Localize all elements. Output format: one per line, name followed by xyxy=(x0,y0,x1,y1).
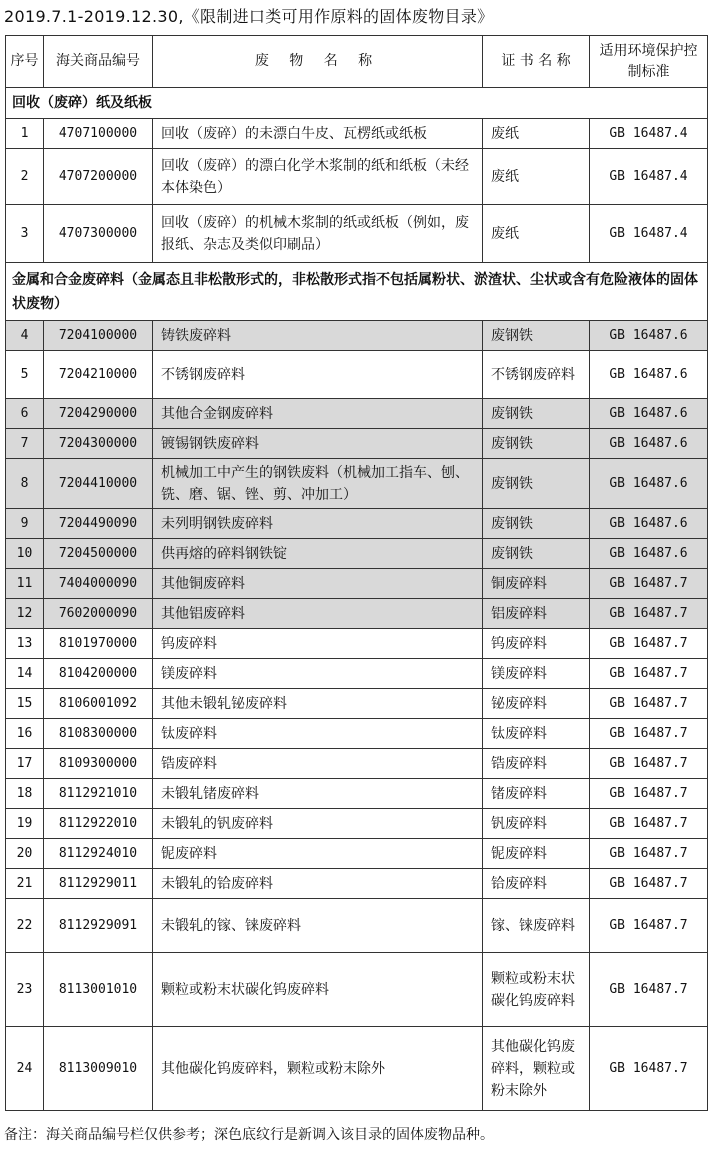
row-standard: GB 16487.7 xyxy=(590,599,708,629)
row-name: 铌废碎料 xyxy=(153,839,483,869)
row-name: 未锻轧的钒废碎料 xyxy=(153,809,483,839)
table-row xyxy=(6,839,708,869)
table-row xyxy=(6,719,708,749)
row-seq: 19 xyxy=(6,809,44,839)
row-name: 未列明钢铁废碎料 xyxy=(153,509,483,539)
row-name: 其他铝废碎料 xyxy=(153,599,483,629)
row-cert: 镁废碎料 xyxy=(483,659,590,689)
row-seq: 24 xyxy=(6,1027,44,1111)
table-row xyxy=(6,629,708,659)
row-code: 7204100000 xyxy=(44,321,153,351)
row-seq: 2 xyxy=(6,149,44,205)
row-cert: 镓、铼废碎料 xyxy=(483,899,590,953)
row-standard: GB 16487.7 xyxy=(590,869,708,899)
row-cert: 钛废碎料 xyxy=(483,719,590,749)
row-seq: 1 xyxy=(6,119,44,149)
table-row xyxy=(6,659,708,689)
row-cert: 铜废碎料 xyxy=(483,569,590,599)
row-standard: GB 16487.7 xyxy=(590,629,708,659)
row-seq: 8 xyxy=(6,459,44,509)
table-row xyxy=(6,509,708,539)
table-row xyxy=(6,599,708,629)
row-standard: GB 16487.4 xyxy=(590,119,708,149)
row-name: 不锈钢废碎料 xyxy=(153,351,483,399)
row-seq: 6 xyxy=(6,399,44,429)
row-name: 未锻轧的铪废碎料 xyxy=(153,869,483,899)
row-standard: GB 16487.7 xyxy=(590,659,708,689)
row-seq: 11 xyxy=(6,569,44,599)
row-standard: GB 16487.7 xyxy=(590,749,708,779)
row-seq: 9 xyxy=(6,509,44,539)
row-standard: GB 16487.6 xyxy=(590,539,708,569)
row-seq: 14 xyxy=(6,659,44,689)
row-seq: 10 xyxy=(6,539,44,569)
row-standard: GB 16487.6 xyxy=(590,509,708,539)
table-row xyxy=(6,399,708,429)
row-seq: 16 xyxy=(6,719,44,749)
row-cert: 锆废碎料 xyxy=(483,749,590,779)
header-cert: 证 书 名 称 xyxy=(483,36,590,88)
row-standard: GB 16487.6 xyxy=(590,351,708,399)
header-name: 废 物 名 称 xyxy=(153,36,483,88)
row-cert: 铪废碎料 xyxy=(483,869,590,899)
row-cert: 锗废碎料 xyxy=(483,779,590,809)
row-code: 8104200000 xyxy=(44,659,153,689)
row-name: 镁废碎料 xyxy=(153,659,483,689)
row-seq: 22 xyxy=(6,899,44,953)
row-seq: 13 xyxy=(6,629,44,659)
row-code: 7404000090 xyxy=(44,569,153,599)
row-code: 8112921010 xyxy=(44,779,153,809)
table-row xyxy=(6,779,708,809)
row-name: 钛废碎料 xyxy=(153,719,483,749)
footnote: 备注：海关商品编号栏仅供参考；深色底纹行是新调入该目录的固体废物品种。 xyxy=(4,1127,494,1143)
table-row xyxy=(6,1027,708,1111)
row-seq: 20 xyxy=(6,839,44,869)
row-code: 7204490090 xyxy=(44,509,153,539)
row-code: 8112929091 xyxy=(44,899,153,953)
row-code: 8113009010 xyxy=(44,1027,153,1111)
row-standard: GB 16487.4 xyxy=(590,149,708,205)
row-code: 8112922010 xyxy=(44,809,153,839)
row-name: 钨废碎料 xyxy=(153,629,483,659)
table-row xyxy=(6,429,708,459)
row-name: 锆废碎料 xyxy=(153,749,483,779)
row-seq: 18 xyxy=(6,779,44,809)
section-title: 回收（废碎）纸及纸板 xyxy=(6,88,708,119)
table-row xyxy=(6,569,708,599)
row-name: 其他未锻轧铋废碎料 xyxy=(153,689,483,719)
table-row xyxy=(6,459,708,509)
row-seq: 3 xyxy=(6,205,44,263)
row-code: 7204410000 xyxy=(44,459,153,509)
table-row xyxy=(6,539,708,569)
row-cert: 废纸 xyxy=(483,119,590,149)
table-row xyxy=(6,351,708,399)
row-cert: 废纸 xyxy=(483,149,590,205)
solid-waste-table xyxy=(5,35,708,1111)
row-name: 供再熔的碎料钢铁锭 xyxy=(153,539,483,569)
section-header-row xyxy=(6,263,708,321)
row-cert: 废钢铁 xyxy=(483,509,590,539)
table-row xyxy=(6,321,708,351)
header-std: 适用环境保护控制标准 xyxy=(590,36,708,88)
row-code: 7602000090 xyxy=(44,599,153,629)
row-name: 其他铜废碎料 xyxy=(153,569,483,599)
table-row xyxy=(6,899,708,953)
table-row xyxy=(6,119,708,149)
row-name: 铸铁废碎料 xyxy=(153,321,483,351)
header-code: 海关商品编号 xyxy=(44,36,153,88)
row-code: 8112929011 xyxy=(44,869,153,899)
row-standard: GB 16487.7 xyxy=(590,839,708,869)
row-code: 8108300000 xyxy=(44,719,153,749)
page-title: 2019.7.1-2019.12.30,《限制进口类可用作原料的固体废物目录》 xyxy=(4,7,494,26)
row-standard: GB 16487.7 xyxy=(590,809,708,839)
row-seq: 15 xyxy=(6,689,44,719)
row-name: 机械加工中产生的钢铁废料（机械加工指车、刨、铣、磨、锯、锉、剪、冲加工） xyxy=(153,459,483,509)
row-seq: 4 xyxy=(6,321,44,351)
row-seq: 5 xyxy=(6,351,44,399)
row-standard: GB 16487.6 xyxy=(590,429,708,459)
table-row xyxy=(6,809,708,839)
row-standard: GB 16487.6 xyxy=(590,459,708,509)
row-code: 4707100000 xyxy=(44,119,153,149)
row-code: 4707300000 xyxy=(44,205,153,263)
row-name: 颗粒或粉末状碳化钨废碎料 xyxy=(153,953,483,1027)
row-standard: GB 16487.7 xyxy=(590,779,708,809)
row-code: 7204300000 xyxy=(44,429,153,459)
section-header-row xyxy=(6,88,708,119)
row-name: 其他碳化钨废碎料，颗粒或粉末除外 xyxy=(153,1027,483,1111)
row-code: 8106001092 xyxy=(44,689,153,719)
row-seq: 12 xyxy=(6,599,44,629)
row-cert: 废钢铁 xyxy=(483,539,590,569)
row-standard: GB 16487.7 xyxy=(590,953,708,1027)
row-name: 回收（废碎）的漂白化学木浆制的纸和纸板（未经本体染色） xyxy=(153,149,483,205)
table-row xyxy=(6,953,708,1027)
row-name: 回收（废碎）的机械木浆制的纸或纸板（例如，废报纸、杂志及类似印刷品） xyxy=(153,205,483,263)
row-cert: 铝废碎料 xyxy=(483,599,590,629)
row-name: 未锻轧的镓、铼废碎料 xyxy=(153,899,483,953)
row-code: 7204290000 xyxy=(44,399,153,429)
row-seq: 23 xyxy=(6,953,44,1027)
row-name: 回收（废碎）的未漂白牛皮、瓦楞纸或纸板 xyxy=(153,119,483,149)
table-row xyxy=(6,149,708,205)
row-cert: 废钢铁 xyxy=(483,399,590,429)
section-title: 金属和合金废碎料（金属态且非松散形式的，非松散形式指不包括属粉状、淤渣状、尘状或含有危险液体的固体状废物） xyxy=(6,263,708,321)
row-standard: GB 16487.7 xyxy=(590,899,708,953)
row-code: 8113001010 xyxy=(44,953,153,1027)
row-cert: 铌废碎料 xyxy=(483,839,590,869)
row-cert: 废钢铁 xyxy=(483,321,590,351)
row-seq: 21 xyxy=(6,869,44,899)
row-cert: 铋废碎料 xyxy=(483,689,590,719)
row-code: 8109300000 xyxy=(44,749,153,779)
header-seq: 序号 xyxy=(6,36,44,88)
row-name: 未锻轧锗废碎料 xyxy=(153,779,483,809)
row-standard: GB 16487.6 xyxy=(590,321,708,351)
row-cert: 钨废碎料 xyxy=(483,629,590,659)
row-code: 7204500000 xyxy=(44,539,153,569)
row-cert: 废钢铁 xyxy=(483,459,590,509)
row-standard: GB 16487.7 xyxy=(590,1027,708,1111)
row-cert: 钒废碎料 xyxy=(483,809,590,839)
table-row xyxy=(6,205,708,263)
row-standard: GB 16487.6 xyxy=(590,399,708,429)
row-cert: 不锈钢废碎料 xyxy=(483,351,590,399)
row-cert: 废钢铁 xyxy=(483,429,590,459)
row-code: 4707200000 xyxy=(44,149,153,205)
row-code: 8112924010 xyxy=(44,839,153,869)
row-seq: 7 xyxy=(6,429,44,459)
row-cert: 颗粒或粉末状碳化钨废碎料 xyxy=(483,953,590,1027)
row-seq: 17 xyxy=(6,749,44,779)
table-header-row xyxy=(6,36,708,88)
row-code: 7204210000 xyxy=(44,351,153,399)
row-standard: GB 16487.7 xyxy=(590,719,708,749)
row-name: 其他合金钢废碎料 xyxy=(153,399,483,429)
row-cert: 其他碳化钨废碎料，颗粒或粉末除外 xyxy=(483,1027,590,1111)
row-standard: GB 16487.4 xyxy=(590,205,708,263)
row-code: 8101970000 xyxy=(44,629,153,659)
row-standard: GB 16487.7 xyxy=(590,689,708,719)
row-standard: GB 16487.7 xyxy=(590,569,708,599)
row-name: 镀锡钢铁废碎料 xyxy=(153,429,483,459)
row-cert: 废纸 xyxy=(483,205,590,263)
table-row xyxy=(6,749,708,779)
table-row xyxy=(6,869,708,899)
table-row xyxy=(6,689,708,719)
